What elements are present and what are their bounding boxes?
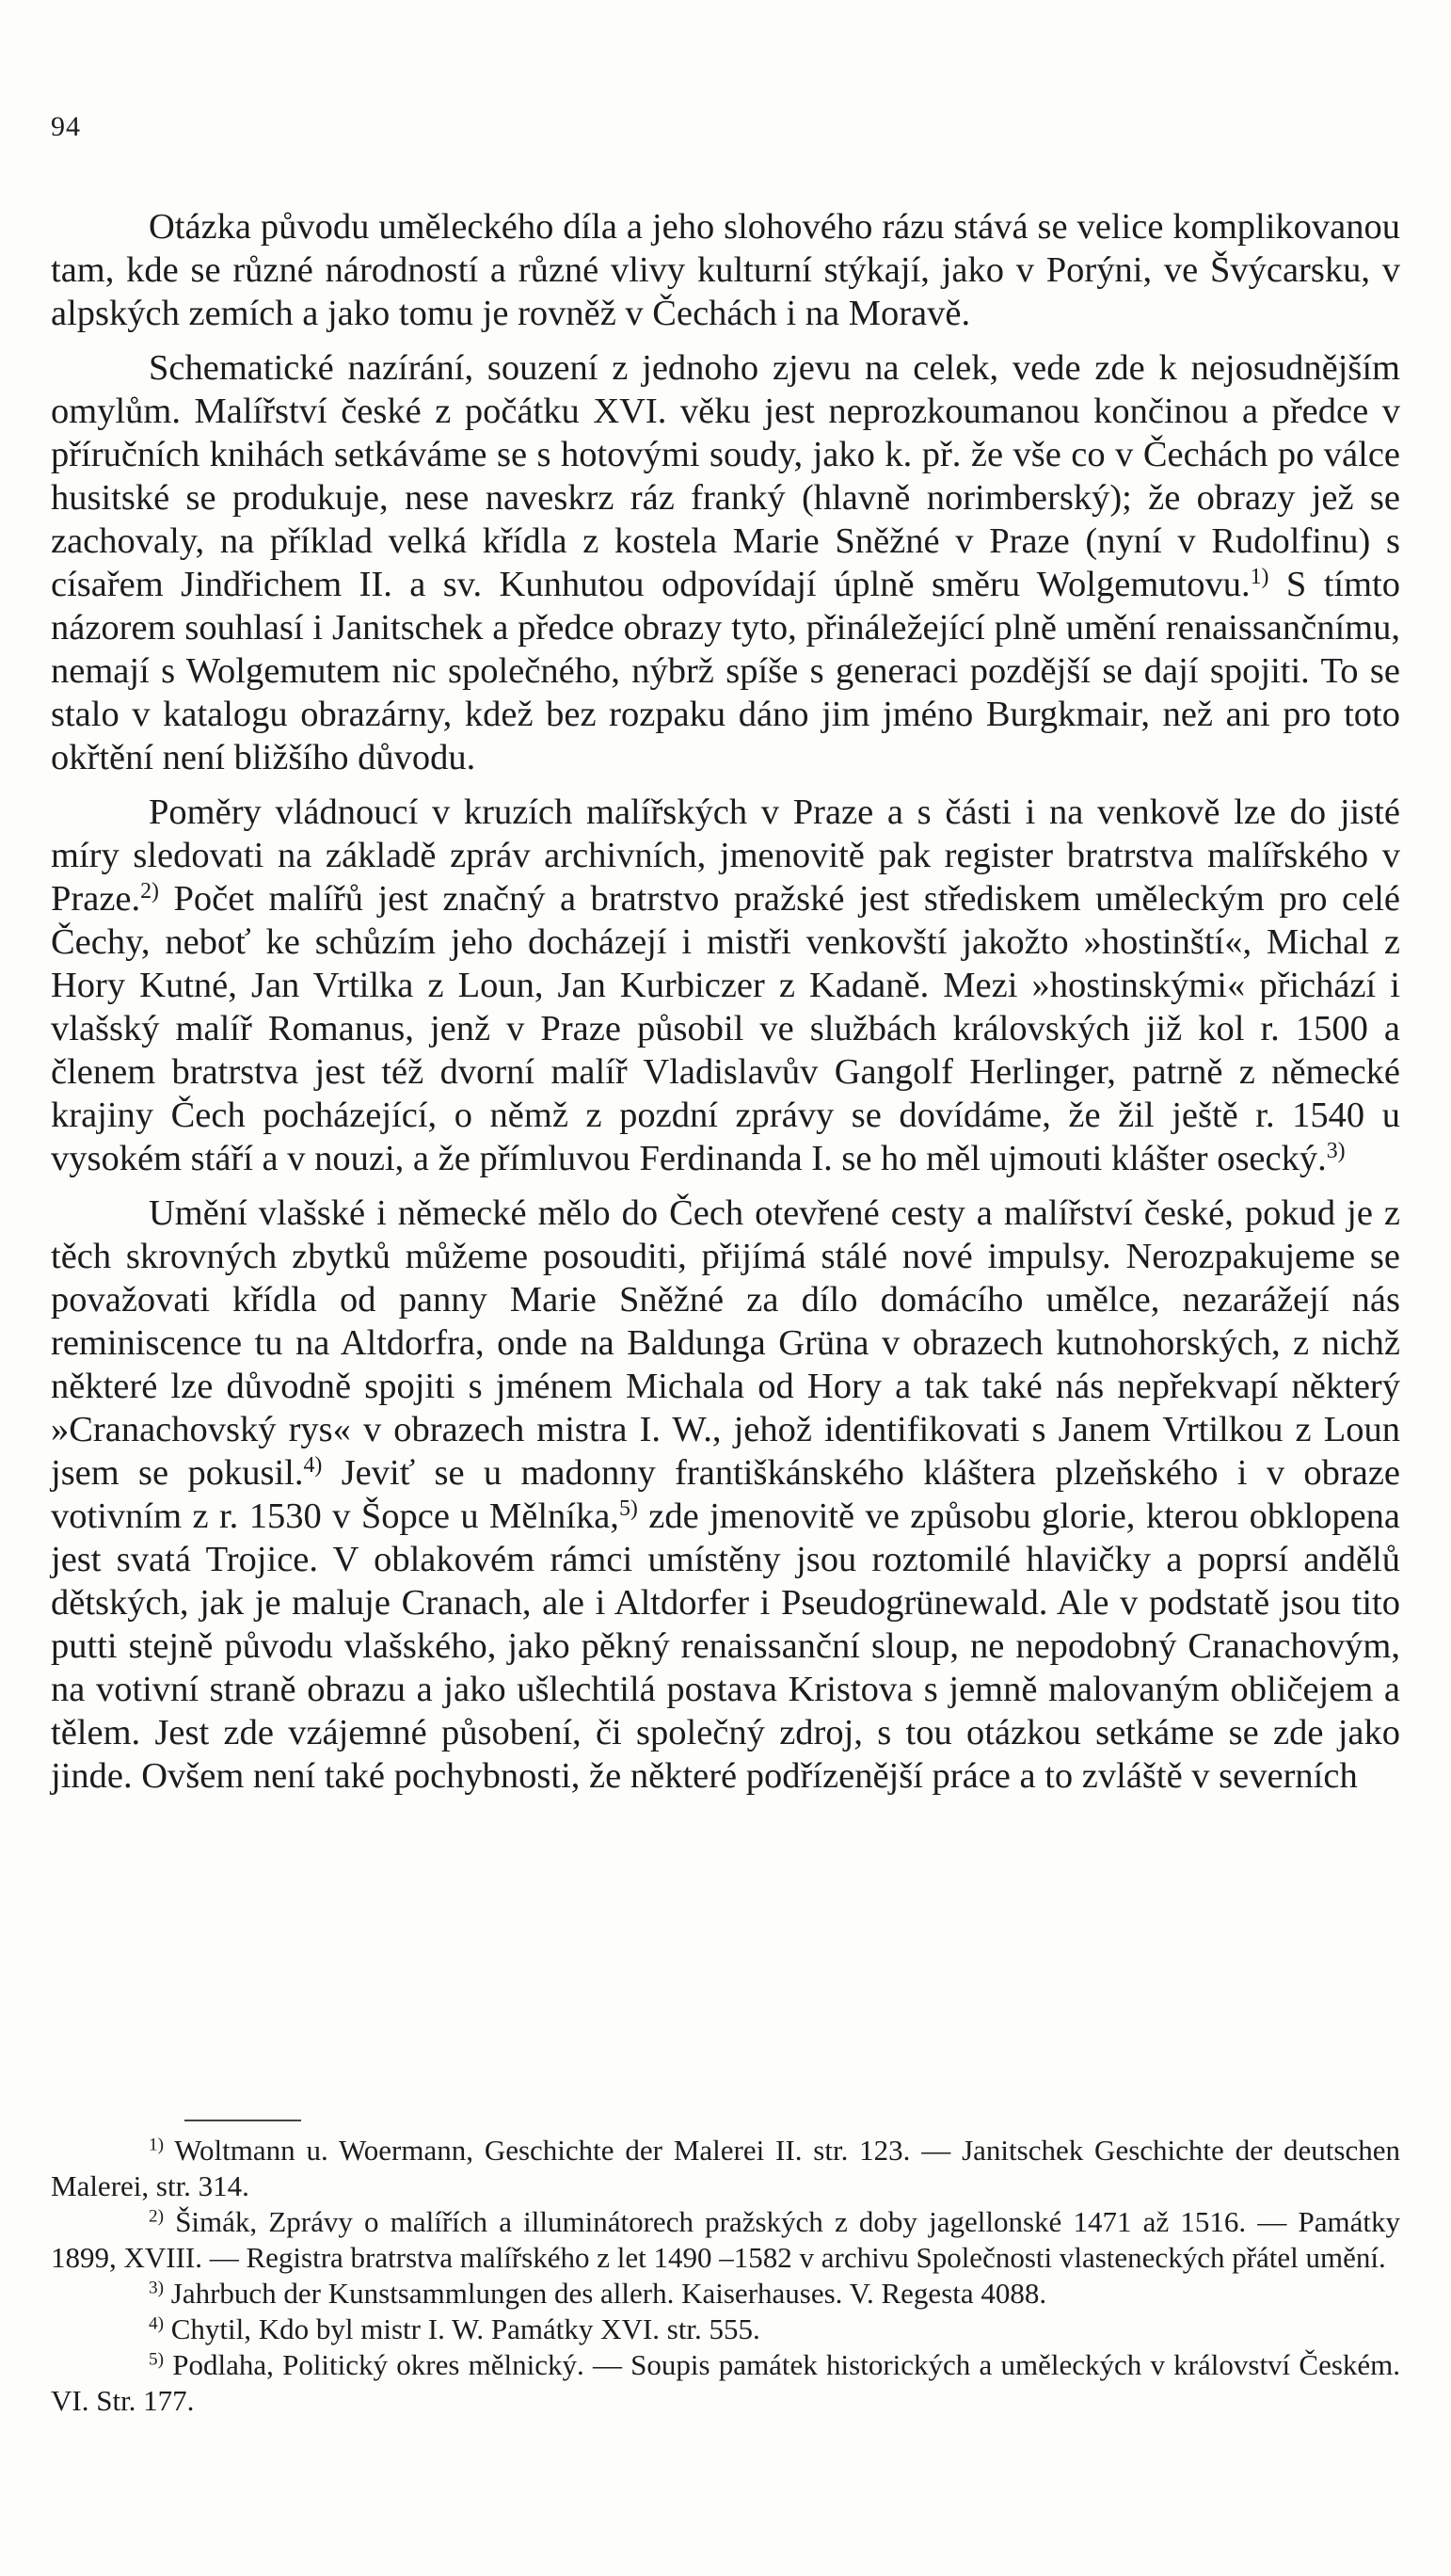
paragraph-text: S tímto názorem souhlasí i Janitschek a předce obrazy tyto, přináležející plně umění renaissančnímu, nemají s Wolgemutem nic společného, nýbrž spíše s generaci pozdější se dají spojiti. To se stalo v katalogu obrazárny, kdež bez rozpaku dáno jim jméno Burgkmair, než ani pro toto okřtění není bližšího důvodu. (51, 565, 1401, 777)
footnote-ref: 2) (140, 878, 160, 904)
footnote-ref: 3) (1326, 1138, 1346, 1163)
footnote-divider (184, 2120, 301, 2121)
footnote-text: Šimák, Zprávy o malířích a illuminátorech pražských z doby jagellonské 1471 až 1516. — Památky 1899, XVIII. — Registra bratrstva malířského z let 1490 –1582 v archivu Společnosti vlasteneckých přátel umění. (51, 2205, 1400, 2274)
page-number: 94 (51, 111, 81, 142)
paragraph-1 (51, 205, 1400, 335)
footnote-text: Jahrbuch der Kunstsammlungen des allerh. Kaiserhauses. V. Regesta 4088. (170, 2277, 1047, 2310)
footnote-1 (51, 2133, 1400, 2204)
paragraph-text: Schematické nazírání, souzení z jednoho zjevu na celek, vede zde k nejosudnějším omylům. Malířství české z počátku XVI. věku jest neprozkoumanou končinou a předce v příručních knihách setkáváme se s hotovými soudy, jako k. př. že vše co v Čechách po válce husitské se produkuje, nese naveskrz ráz franký (hlavně norimberský); že obrazy jež se zachovaly, na příklad velká křídla z kostela Marie Sněžné v Praze (nyní v Rudolfinu) s císařem Jindřichem II. a sv. Kunhutou odpovídají úplně směru Wolgemutovu. (51, 348, 1400, 604)
paragraph-text: Umění vlašské i německé mělo do Čech otevřené cesty a malířství české, pokud je z těch skrovných zbytků můžeme posouditi, přijímá stálé nové impulsy. Nerozpakujeme se považovati křídla od panny Marie Sněžné za dílo domácího umělce, nezarážejí nás reminiscence tu na Altdorfra, onde na Baldunga Grüna v obrazech kutnohorských, z nichž některé lze důvodně spojiti s jménem Michala od Hory a tak také nás nepřekvapí některý »Cranachovský rys« v obrazech mistra I. W., jehož identifikovati s Janem Vrtilkou z Loun jsem se pokusil. (51, 1193, 1400, 1493)
paragraph-4 (51, 1192, 1400, 1798)
paragraph-2 (51, 346, 1400, 779)
paragraph-text: Počet malířů jest značný a bratrstvo pražské jest střediskem uměleckým pro celé Čechy, neboť ke schůzím jeho docházejí i mistři venkovští jakožto »hostinští«, Michal z Hory Kutné, Jan Vrtilka z Loun, Jan Kurbiczer z Kadaně. Mezi »hostinskými« přichází i vlašský malíř Romanus, jenž v Praze působil ve službách královských již kol r. 1500 a členem bratrstva jest též dvorní malíř Vladislavův Gangolf Herlinger, patrně z německé krajiny Čech pocházející, o němž z pozdní zprávy se dovídáme, že žil ještě r. 1540 u vysokém stáří a v nouzi, a že přímluvou Ferdinanda I. se ho měl ujmouti klášter osecký. (51, 879, 1400, 1178)
footnote-ref: 5) (618, 1496, 638, 1521)
paragraph-3 (51, 791, 1400, 1180)
footnote-2 (51, 2204, 1400, 2276)
footnote-5 (51, 2347, 1400, 2419)
paragraph-text: zde jmenovitě ve způsobu glorie, kterou obklopena jest svatá Trojice. V oblakovém rámci umístěny jsou roztomilé hlavičky a poprsí andělů dětských, jak je maluje Cranach, ale i Altdorfer i Pseudogrünewald. Ale v podstatě jsou tito putti stejně původu vlašského, jako pěkný renaissanční sloup, ne nepodobný Cranachovým, na votivní straně obrazu a jako ušlechtilá postava Kristova s jemně malovaným obličejem a tělem. Jest zde vzájemné působení, či společný zdroj, s tou otázkou setkáme se zde jako jinde. Ovšem není také pochybnosti, že některé podřízenější práce a to zvláště v severních (51, 1496, 1400, 1796)
paragraph-text: Jeviť se u madonny františkánského kláštera plzeňského i v obraze votivním z r. 1530 v Šopce u Mělníka, (51, 1453, 1400, 1536)
footnote-3 (51, 2276, 1400, 2312)
footnotes (51, 2133, 1400, 2419)
footnote-ref: 4) (303, 1452, 323, 1478)
footnote-mark: 5) (149, 2349, 164, 2370)
footnote-4 (51, 2312, 1400, 2347)
footnote-text: Podlaha, Politický okres mělnický. — Soupis památek historických a uměleckých v království Českém. VI. Str. 177. (51, 2348, 1401, 2417)
footnote-mark: 3) (149, 2278, 164, 2298)
footnote-ref: 1) (1250, 564, 1269, 589)
footnote-mark: 1) (149, 2135, 164, 2155)
main-text (51, 205, 1400, 1809)
footnote-text: Woltmann u. Woermann, Geschichte der Malerei II. str. 123. — Janitschek Geschichte der deutschen Malerei, str. 314. (51, 2134, 1400, 2202)
footnote-text: Chytil, Kdo byl mistr I. W. Památky XVI. str. 555. (170, 2312, 760, 2345)
paragraph-text: Poměry vládnoucí v kruzích malířských v Praze a s části i na venkově lze do jisté míry sledovati na základě zpráv archivních, jmenovitě pak register bratrstva malířského v Praze. (51, 792, 1400, 919)
footnote-mark: 2) (149, 2206, 164, 2227)
paragraph-text: Otázka původu uměleckého díla a jeho slohového rázu stává se velice komplikovanou tam, kde se různé národností a různé vlivy kulturní stýkají, jako v Porýni, ve Švýcarsku, v alpských zemích a jako tomu je rovněž v Čechách i na Moravě. (51, 207, 1400, 333)
footnote-mark: 4) (149, 2313, 164, 2334)
